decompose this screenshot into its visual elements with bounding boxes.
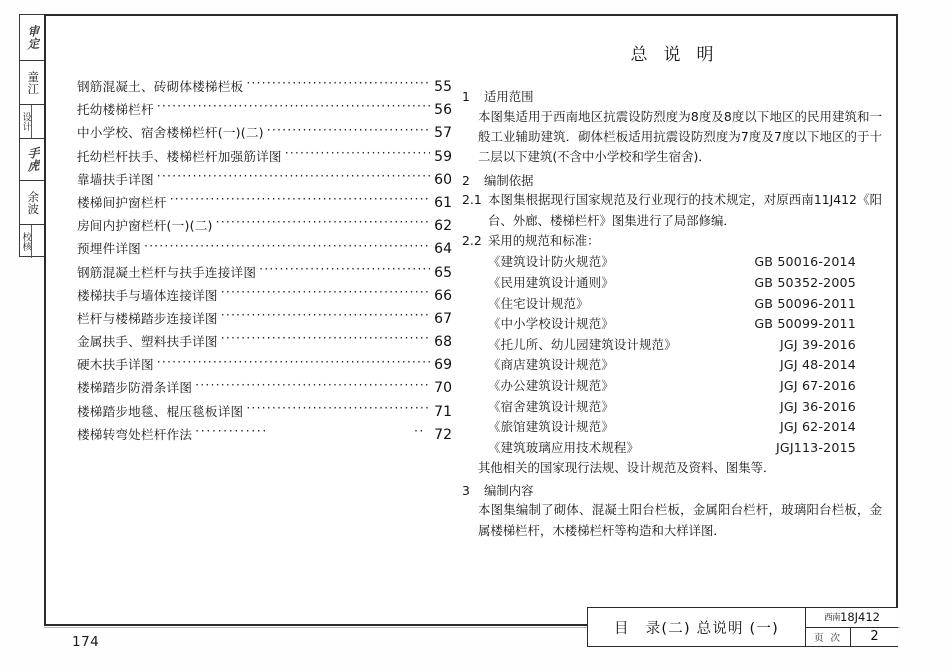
toc-entry-title: 托幼楼梯栏杆 bbox=[77, 102, 154, 118]
standard-name: 《中小学校设计规范》 bbox=[488, 316, 614, 332]
toc-entry-page: 68 bbox=[434, 334, 452, 351]
toc-entry-page: 70 bbox=[434, 380, 452, 397]
toc-leader-dots bbox=[221, 333, 430, 346]
toc-entry[interactable] bbox=[77, 401, 452, 424]
toc-entry-title: 钢筋混凝土、砖砌体楼梯栏板 bbox=[77, 79, 244, 94]
standard-row bbox=[462, 314, 882, 335]
title-block-page-number: 2 bbox=[870, 629, 879, 645]
toc-entry[interactable] bbox=[77, 99, 452, 122]
checker-signature: 手虎 bbox=[25, 146, 40, 173]
toc-leader-dots bbox=[246, 78, 430, 91]
toc-leader-dots bbox=[195, 426, 327, 439]
toc-leader-dots bbox=[157, 102, 430, 115]
signature-cell-designer-name bbox=[20, 61, 45, 105]
note-item-2-2-number: 2.2 bbox=[462, 233, 482, 249]
toc-leader-dots bbox=[144, 241, 430, 254]
toc-entry[interactable] bbox=[77, 262, 452, 285]
toc-entry-title: 楼梯间护窗栏杆 bbox=[77, 194, 167, 210]
standard-code: GB 50099-2011 bbox=[754, 316, 856, 332]
toc-entry-title: 托幼栏杆扶手、楼梯栏杆加强筋详图 bbox=[77, 148, 282, 164]
toc-entry-page: 64 bbox=[434, 241, 452, 258]
toc-entry-title: 靠墙扶手详图 bbox=[77, 171, 154, 187]
standard-row bbox=[462, 273, 882, 294]
standard-name: 《旅馆建筑设计规范》 bbox=[488, 419, 614, 435]
note-section-2-title: 编制依据 bbox=[484, 172, 534, 188]
toc-entry-page: 71 bbox=[434, 403, 452, 420]
toc-entry-page: 57 bbox=[434, 125, 452, 142]
toc-entry[interactable] bbox=[77, 146, 452, 169]
atlas-code-number: 18J412 bbox=[840, 610, 880, 625]
signature-cell-approver bbox=[20, 15, 45, 61]
note-item-2-2 bbox=[462, 231, 882, 251]
note-section-1-title: 适用范围 bbox=[484, 89, 534, 104]
standard-row bbox=[462, 438, 882, 459]
toc-entry[interactable] bbox=[77, 377, 452, 400]
note-item-2-2-text: 采用的规范和标准： bbox=[488, 233, 600, 249]
title-block-title-right: 录(二) 总说明 (一) bbox=[645, 620, 779, 637]
toc-entry-page: 69 bbox=[434, 357, 452, 374]
standards-table bbox=[462, 252, 882, 458]
signature-cell-design-role bbox=[20, 105, 45, 139]
signature-cell-checker-signature bbox=[20, 139, 45, 181]
standard-row bbox=[462, 252, 882, 273]
check-role-label: 校核 bbox=[20, 232, 32, 251]
standard-name: 《托儿所、幼儿园建筑设计规范》 bbox=[488, 336, 677, 352]
standard-row bbox=[462, 294, 882, 315]
toc-leader-dots bbox=[157, 357, 430, 370]
note-section-3-title: 编制内容 bbox=[484, 482, 534, 498]
note-section-3-body: 本图集编制了砌体、混凝土阳台栏板，金属阳台栏杆，玻璃阳台栏板，金属楼梯栏杆，木楼梯栏杆等构造和大样详图． bbox=[478, 502, 882, 538]
note-section-2-closing: 其他相关的国家现行法规、设计规范及资料、图集等． bbox=[478, 460, 776, 476]
toc-leader-dots bbox=[195, 380, 430, 393]
note-section-1-body: 本图集适用于西南地区抗震设防烈度为8度及8度以下地区的民用建筑和一般工业辅助建筑．砌体栏板适用抗震设防烈度为7度及7度以下地区的于十二层以下建筑(不含中小学校和学生宿舍)． bbox=[478, 108, 882, 165]
standard-name: 《建筑设计防火规范》 bbox=[488, 254, 614, 270]
note-section-1-number: 1 bbox=[462, 89, 470, 104]
standard-code: JGJ 62-2014 bbox=[779, 419, 856, 435]
toc-entry-page: 59 bbox=[434, 148, 452, 165]
toc-entry[interactable] bbox=[77, 192, 452, 215]
note-section-2-heading bbox=[462, 171, 882, 191]
note-section-3-number: 3 bbox=[462, 482, 470, 498]
approver-signature: 审定 bbox=[25, 24, 40, 51]
toc-entry[interactable] bbox=[77, 122, 452, 145]
standard-row bbox=[462, 355, 882, 376]
atlas-code-prefix: 西南 bbox=[824, 613, 841, 624]
toc-entry[interactable] bbox=[77, 169, 452, 192]
toc-entry-title: 房间内护窗栏杆(一)(二) bbox=[77, 218, 213, 234]
title-block-title-left: 目 bbox=[614, 620, 630, 637]
toc-entry-title: 中小学校、宿舍楼梯栏杆(一)(二) bbox=[77, 125, 264, 141]
toc-entry-page: 65 bbox=[434, 264, 452, 281]
standard-name: 《住宅设计规范》 bbox=[488, 295, 589, 311]
checker-name: 余波 bbox=[26, 190, 41, 215]
note-section-1-heading bbox=[462, 87, 882, 107]
title-block-right-column bbox=[806, 608, 898, 646]
standard-row bbox=[462, 335, 882, 356]
standard-code: JGJ 36-2016 bbox=[779, 398, 856, 414]
standard-name: 《建筑玻璃应用技术规程》 bbox=[488, 439, 640, 455]
toc-leader-dots bbox=[221, 310, 430, 323]
toc-entry-title: 楼梯踏步地毯、棍压毯板详图 bbox=[77, 403, 244, 419]
toc-entry-page: 55 bbox=[434, 79, 452, 95]
note-item-2-1-number: 2.1 bbox=[462, 192, 482, 208]
toc-leader-dots-tail bbox=[414, 426, 430, 439]
designer-name: 童江 bbox=[26, 70, 41, 95]
title-block-sheet-title bbox=[588, 608, 806, 646]
toc-entry[interactable] bbox=[77, 285, 452, 308]
signature-cell-check-role bbox=[20, 225, 45, 258]
toc-leader-dots bbox=[267, 125, 430, 138]
general-notes bbox=[462, 40, 882, 541]
signature-strip bbox=[19, 14, 45, 257]
toc-entry-page: 62 bbox=[434, 218, 452, 235]
design-role-label: 设计 bbox=[20, 112, 32, 131]
toc-entry[interactable] bbox=[77, 76, 452, 99]
standard-code: GB 50352-2005 bbox=[754, 275, 856, 291]
note-section-3-heading bbox=[462, 481, 882, 501]
toc-leader-dots bbox=[157, 171, 430, 184]
title-block bbox=[587, 607, 898, 647]
standard-code: JGJ113-2015 bbox=[775, 439, 856, 455]
toc-entry-page: 61 bbox=[434, 194, 452, 211]
standard-row bbox=[462, 417, 882, 438]
toc-entry-title: 栏杆与楼梯踏步连接详图 bbox=[77, 310, 218, 326]
standard-row bbox=[462, 397, 882, 418]
title-block-atlas-code bbox=[806, 608, 898, 628]
toc-leader-dots bbox=[170, 194, 430, 207]
standard-code: GB 50016-2014 bbox=[754, 254, 856, 270]
toc-leader-dots bbox=[216, 218, 430, 231]
signature-cell-checker-name bbox=[20, 181, 45, 225]
note-section-2-number: 2 bbox=[462, 172, 470, 188]
title-block-page-row bbox=[806, 628, 898, 647]
toc-leader-dots bbox=[285, 148, 430, 161]
toc-entry-page: 66 bbox=[434, 287, 452, 304]
toc-entry[interactable] bbox=[77, 331, 452, 354]
toc-entry[interactable] bbox=[77, 308, 452, 331]
toc-entry-title: 楼梯转弯处栏杆作法 bbox=[77, 426, 193, 442]
standard-code: JGJ 67-2016 bbox=[779, 378, 856, 393]
toc-entry-title: 预埋件详图 bbox=[77, 241, 141, 257]
toc-leader-dots bbox=[246, 403, 430, 416]
standard-row bbox=[462, 376, 882, 397]
title-block-page-label: 页 次 bbox=[806, 628, 851, 647]
toc-entry[interactable] bbox=[77, 215, 452, 238]
toc-entry[interactable] bbox=[77, 354, 452, 377]
note-item-2-1-text: 本图集根据现行国家规范及行业现行的技术规定，对原西南11J412《阳台、外廊、楼梯栏杆》图集进行了局部修编． bbox=[488, 192, 882, 228]
toc-entry-page: 67 bbox=[434, 310, 452, 327]
standard-name: 《民用建筑设计通则》 bbox=[488, 275, 614, 291]
table-of-contents bbox=[77, 76, 452, 447]
toc-entry-page: 56 bbox=[434, 102, 452, 119]
toc-entry-title: 楼梯扶手与墙体连接详图 bbox=[77, 287, 218, 303]
toc-entry-title: 硬木扶手详图 bbox=[77, 357, 154, 373]
toc-entry[interactable] bbox=[77, 238, 452, 261]
standard-code: JGJ 48-2014 bbox=[779, 357, 856, 373]
standard-code: GB 50096-2011 bbox=[754, 295, 856, 311]
design-role-label-box bbox=[20, 105, 32, 138]
toc-leader-dots bbox=[221, 287, 430, 300]
toc-entry[interactable] bbox=[77, 424, 452, 447]
standard-name: 《办公建筑设计规范》 bbox=[488, 378, 614, 393]
toc-entry-title: 楼梯踏步防滑条详图 bbox=[77, 380, 193, 396]
standard-code: JGJ 39-2016 bbox=[779, 336, 856, 352]
standard-name: 《宿舍建筑设计规范》 bbox=[488, 398, 614, 414]
toc-entry-page: 60 bbox=[434, 171, 452, 188]
standard-name: 《商店建筑设计规范》 bbox=[488, 357, 614, 373]
toc-entry-title: 钢筋混凝土栏杆与扶手连接详图 bbox=[77, 264, 257, 280]
check-role-label-box bbox=[20, 225, 32, 258]
toc-leader-dots bbox=[259, 264, 430, 277]
folio-page-number: 174 bbox=[72, 634, 100, 650]
notes-title: 总说明 bbox=[630, 45, 730, 65]
toc-entry-page: 72 bbox=[434, 426, 452, 443]
toc-entry-title: 金属扶手、塑料扶手详图 bbox=[77, 334, 218, 350]
note-item-2-1 bbox=[462, 190, 882, 231]
